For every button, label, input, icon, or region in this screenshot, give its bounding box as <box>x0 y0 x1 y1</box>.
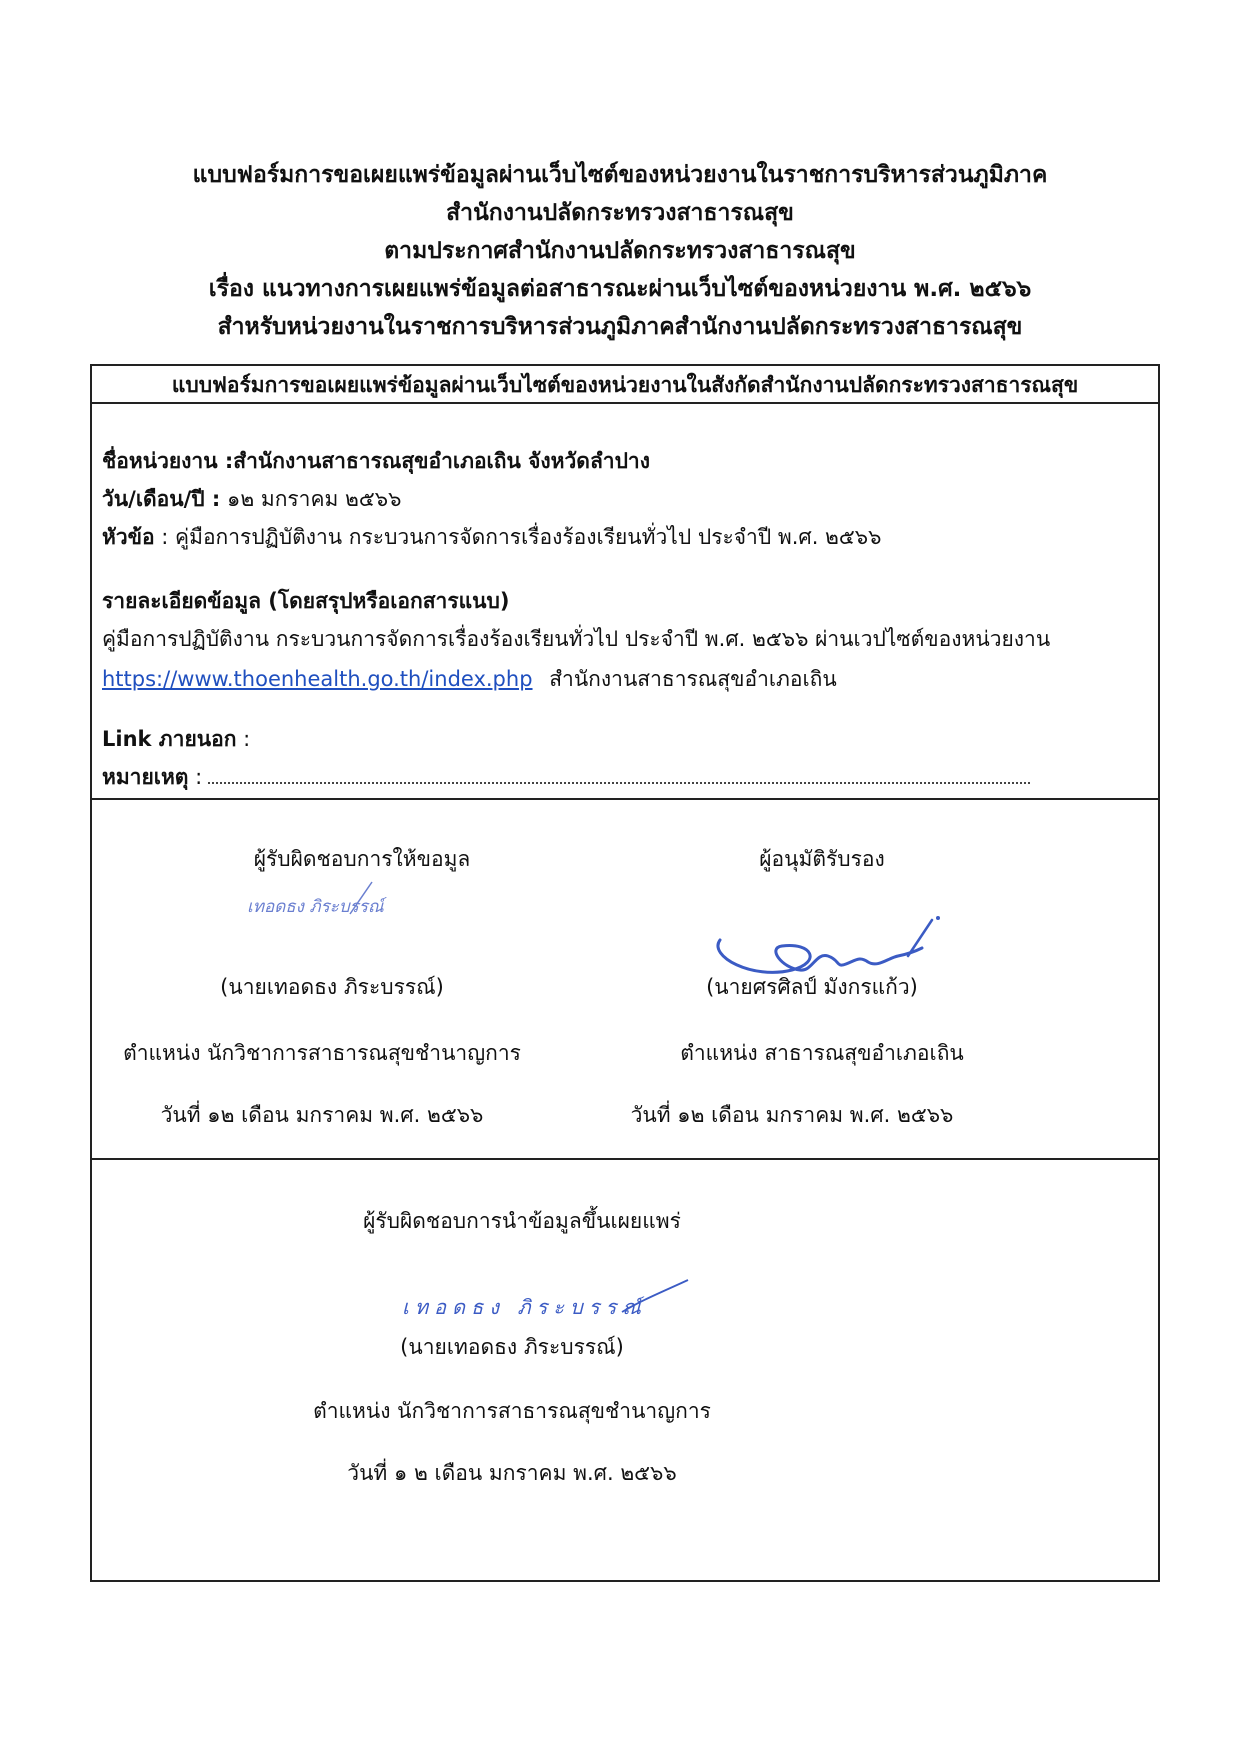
section-divider-2 <box>92 1158 1158 1160</box>
header-line-1: แบบฟอร์มการขอเผยแพร่ข้อมูลผ่านเว็บไซต์ของหน่วยงานในราชการบริหารส่วนภูมิภาค <box>192 162 1048 188</box>
title-divider <box>92 402 1158 404</box>
external-link-row <box>102 724 250 754</box>
topic-label: หัวข้อ <box>102 525 155 549</box>
right-position: ตำแหน่ง สาธารณสุขอำเภอเถิน <box>680 1041 964 1065</box>
left-position: ตำแหน่ง นักวิชาการสาธารณสุขชำนาญการ <box>123 1041 521 1065</box>
note-colon: : <box>195 765 203 789</box>
note-dotted-line <box>208 764 1030 784</box>
bottom-signature-script: เทอดธง ภิระบรรณ์ <box>402 1295 647 1319</box>
right-role: ผู้อนุมัติรับรอง <box>759 847 885 871</box>
form-box <box>90 364 1160 1582</box>
left-role: ผู้รับผิดชอบการให้ขอมูล <box>253 847 471 871</box>
url-row <box>102 664 837 694</box>
left-name: (นายเทอดธง ภิระบรรณ์) <box>220 975 444 999</box>
agency-label: ชื่อหน่วยงาน : <box>102 449 234 473</box>
note-row <box>102 762 1030 792</box>
external-link-label: Link ภายนอก <box>102 727 237 751</box>
bottom-name: (นายเทอดธง ภิระบรรณ์) <box>400 1335 624 1359</box>
note-label: หมายเหตุ <box>102 765 189 789</box>
date-label: วัน/เดือน/ปี : <box>102 487 221 511</box>
website-link[interactable]: https://www.thoenhealth.go.th/index.php <box>102 667 533 691</box>
agency-row <box>102 446 650 476</box>
external-link-colon: : <box>243 727 251 751</box>
right-name: (นายศรศิลป์ มังกรแก้ว) <box>706 975 918 999</box>
bottom-date: วันที่ ๑ ๒ เดือน มกราคม พ.ศ. ๒๕๖๖ <box>347 1461 677 1485</box>
right-date: วันที่ ๑๒ เดือน มกราคม พ.ศ. ๒๕๖๖ <box>630 1103 954 1127</box>
date-row <box>102 484 401 514</box>
header-line-3: ตามประกาศสำนักงานปลัดกระทรวงสาธารณสุข <box>384 238 856 264</box>
left-date: วันที่ ๑๒ เดือน มกราคม พ.ศ. ๒๕๖๖ <box>160 1103 484 1127</box>
date-value: ๑๒ มกราคม ๒๕๖๖ <box>227 487 402 511</box>
bottom-role: ผู้รับผิดชอบการนำข้อมูลขึ้นเผยแพร่ <box>363 1209 681 1233</box>
left-signature-image <box>242 878 392 928</box>
topic-value: : คู่มือการปฏิบัติงาน กระบวนการจัดการเรื่องร้องเรียนทั่วไป ประจำปี พ.ศ. ๒๕๖๖ <box>161 525 882 549</box>
section-divider-1 <box>92 798 1158 800</box>
bottom-signature-image <box>392 1278 712 1328</box>
form-title: แบบฟอร์มการขอเผยแพร่ข้อมูลผ่านเว็บไซต์ของหน่วยงานในสังกัดสำนักงานปลัดกระทรวงสาธารณสุข <box>171 373 1079 397</box>
agency-value: สำนักงานสาธารณสุขอำเภอเถิน จังหวัดลำปาง <box>233 449 650 473</box>
header-line-5: สำหรับหน่วยงานในราชการบริหารส่วนภูมิภาคสำนักงานปลัดกระทรวงสาธารณสุข <box>217 314 1023 340</box>
url-suffix: สำนักงานสาธารณสุขอำเภอเถิน <box>549 667 837 691</box>
left-signature-script: เทอดธง ภิระบรรณ์ <box>247 897 384 917</box>
bottom-position: ตำแหน่ง นักวิชาการสาธารณสุขชำนาญการ <box>313 1399 711 1423</box>
header-line-4: เรื่อง แนวทางการเผยแพร่ข้อมูลต่อสาธารณะผ่านเว็บไซต์ของหน่วยงาน พ.ศ. ๒๕๖๖ <box>208 276 1032 302</box>
details-text: คู่มือการปฏิบัติงาน กระบวนการจัดการเรื่องร้องเรียนทั่วไป ประจำปี พ.ศ. ๒๕๖๖ ผ่านเวปไซต์ของหน่วยงาน <box>102 627 1051 651</box>
details-label: รายละเอียดข้อมูล (โดยสรุปหรือเอกสารแนบ) <box>102 589 510 613</box>
topic-row <box>102 522 881 552</box>
header-line-2: สำนักงานปลัดกระทรวงสาธารณสุข <box>446 200 794 226</box>
